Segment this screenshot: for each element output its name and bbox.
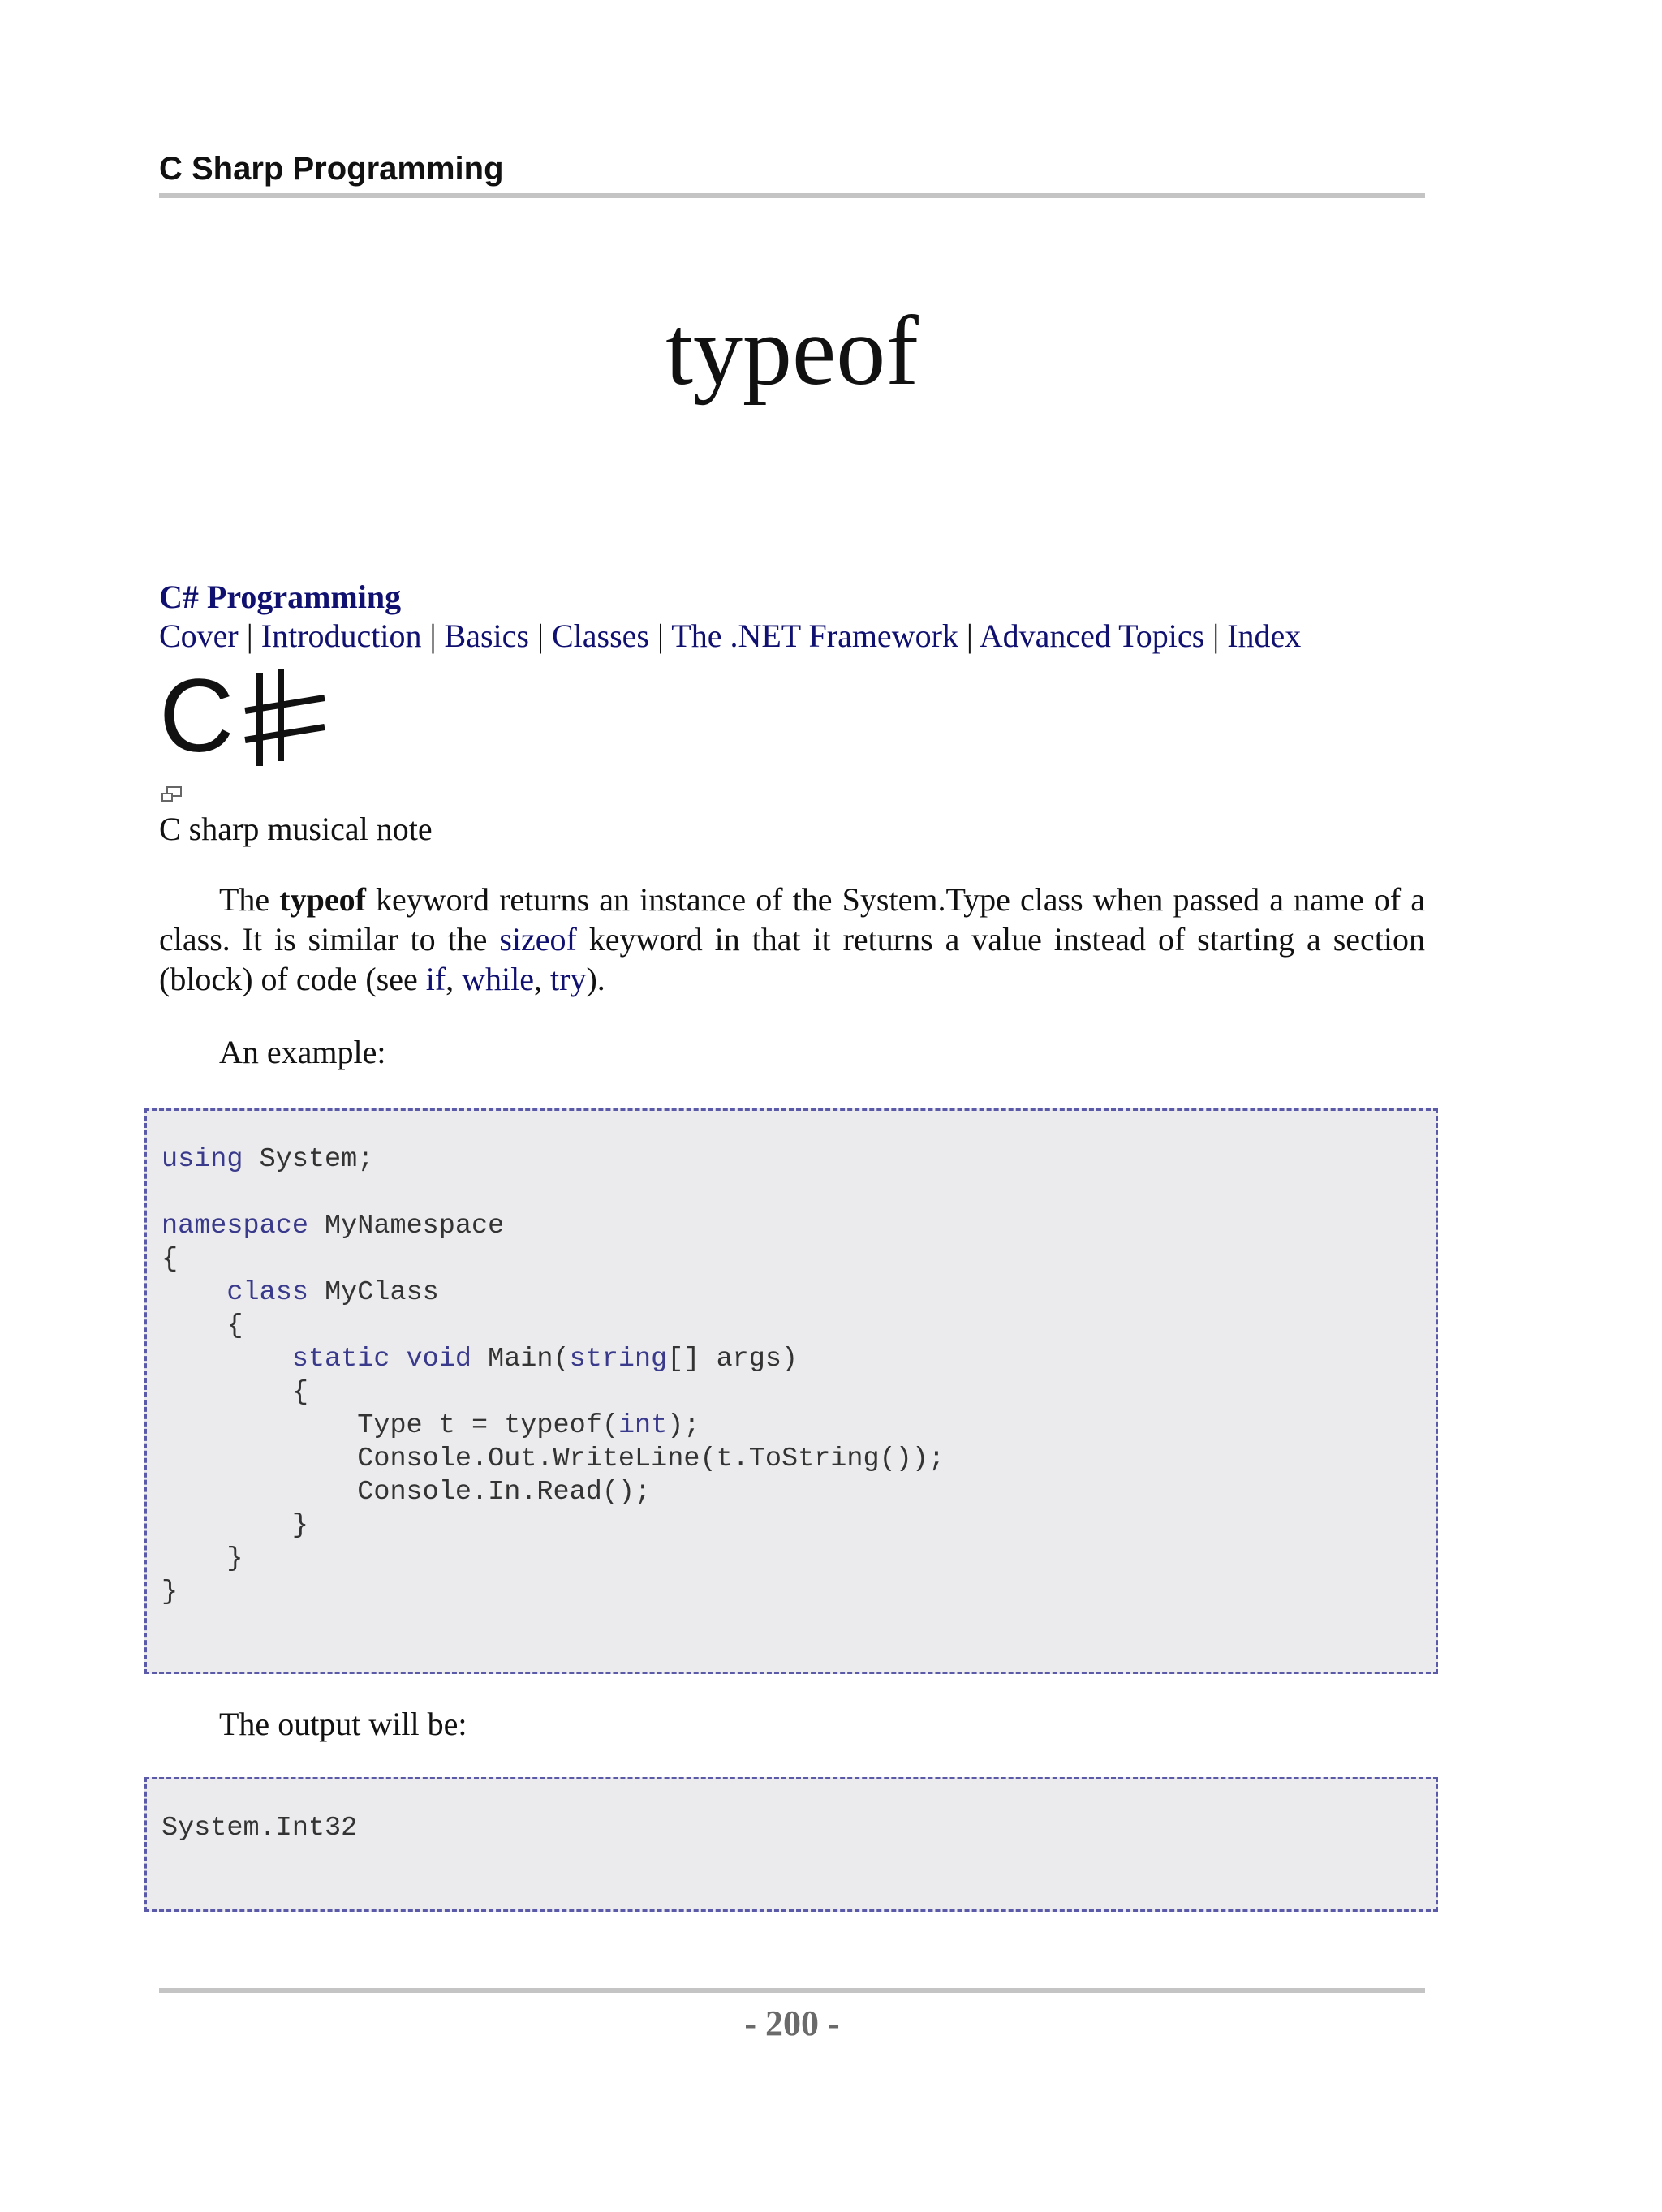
- code-block-example: [144, 1108, 1438, 1674]
- keyword-typeof: typeof: [279, 881, 366, 918]
- code-line: namespace MyNamespace: [161, 1211, 505, 1242]
- code-keyword: class: [226, 1277, 308, 1308]
- code-line: Type t = typeof(int);: [357, 1410, 700, 1441]
- page-title: typeof: [665, 296, 919, 406]
- c-letter: C: [159, 665, 235, 771]
- code-keyword: int: [618, 1410, 668, 1441]
- paragraph-output-intro: The output will be:: [219, 1706, 467, 1742]
- text: keyword returns an instance of the System.Type class when passed a name of a class. It is similar to the: [159, 881, 1426, 958]
- link-try[interactable]: try: [550, 961, 587, 997]
- code-keyword: string: [569, 1344, 668, 1375]
- code-keyword: using: [161, 1144, 243, 1175]
- code-keyword: namespace: [161, 1211, 308, 1242]
- paragraph-intro: [159, 880, 1425, 999]
- text: ,: [534, 961, 551, 997]
- nav-separator: |: [1204, 618, 1228, 654]
- nav-link-basics[interactable]: Basics: [444, 618, 529, 654]
- nav-separator: |: [958, 618, 980, 654]
- text: The: [219, 881, 280, 918]
- code-keyword: void: [406, 1344, 471, 1375]
- link-while[interactable]: while: [462, 961, 535, 997]
- nav-link-classes[interactable]: Classes: [551, 618, 649, 654]
- header-rule: [159, 193, 1425, 198]
- link-sizeof[interactable]: sizeof: [499, 921, 577, 958]
- code-line: class MyClass: [226, 1277, 439, 1308]
- image-caption: C sharp musical note: [159, 811, 433, 847]
- code-line: System.Int32: [161, 1813, 358, 1844]
- link-if[interactable]: if: [425, 961, 446, 997]
- nav-links: [159, 617, 1301, 655]
- text: ,: [446, 961, 463, 997]
- nav-separator: |: [421, 618, 445, 654]
- code-line: {: [161, 1310, 243, 1341]
- enlarge-icon[interactable]: [161, 785, 183, 803]
- footer-rule: [159, 1988, 1425, 1993]
- paragraph-example-intro: An example:: [219, 1034, 386, 1070]
- nav-link-introduction[interactable]: Introduction: [260, 618, 422, 654]
- code-line: }: [161, 1543, 243, 1574]
- nav-link-cover[interactable]: Cover: [159, 618, 239, 654]
- running-header: C Sharp Programming: [159, 151, 504, 187]
- code-line: Console.In.Read();: [357, 1477, 652, 1508]
- code-keyword: static: [291, 1344, 390, 1375]
- code-line: {: [161, 1377, 308, 1408]
- code-block-output: [144, 1777, 1438, 1912]
- code-line: using System;: [161, 1144, 374, 1175]
- nav-link-net-framework[interactable]: The .NET Framework: [671, 618, 958, 654]
- text: keyword in that it returns a value instead of starting a section (block) of code (see: [159, 921, 1425, 997]
- nav-link-advanced-topics[interactable]: Advanced Topics: [979, 618, 1205, 654]
- code-line: static void Main(string[] args): [291, 1344, 799, 1375]
- code-line: }: [161, 1510, 308, 1541]
- text: ).: [586, 961, 605, 997]
- nav-link-index[interactable]: Index: [1227, 618, 1302, 654]
- nav-separator: |: [238, 618, 261, 654]
- nav-title: C# Programming: [159, 579, 402, 615]
- code-example: [161, 1143, 945, 1609]
- nav-separator: |: [648, 618, 672, 654]
- page-number: - 200 -: [744, 2003, 840, 2043]
- code-line: Console.Out.WriteLine(t.ToString());: [357, 1444, 945, 1474]
- nav-separator: |: [528, 618, 552, 654]
- code-line: }: [161, 1577, 179, 1607]
- c-sharp-logo: [159, 665, 338, 771]
- code-line: {: [161, 1244, 179, 1275]
- code-output: [161, 1812, 357, 1845]
- sharp-sign-icon: [245, 669, 325, 766]
